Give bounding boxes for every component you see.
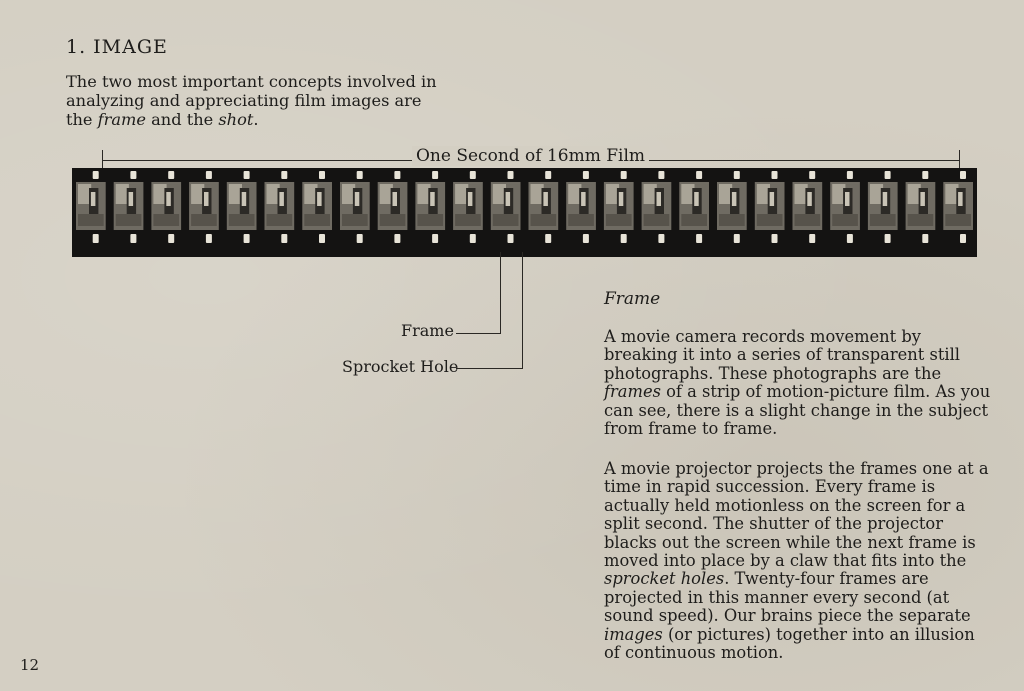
page-number: 12 xyxy=(20,656,40,674)
sprocket-hole xyxy=(281,171,287,179)
frame-ground xyxy=(945,214,971,226)
frame-detail xyxy=(920,192,925,206)
sprocket-hole xyxy=(583,171,589,179)
frame-detail xyxy=(958,192,963,206)
sprocket-hole xyxy=(809,171,815,179)
film-strip xyxy=(72,168,977,257)
frame-detail xyxy=(694,192,699,206)
frame-ground xyxy=(681,214,707,226)
frame-ground xyxy=(380,214,406,226)
sprocket-leader-line xyxy=(456,368,523,369)
measure-right-tick xyxy=(959,150,960,170)
frame-ground xyxy=(719,214,745,226)
frame-ground xyxy=(568,214,594,226)
frame-detail xyxy=(430,192,435,206)
p2-term-images: images xyxy=(604,624,663,644)
sprocket-hole xyxy=(470,234,476,243)
sprocket-hole xyxy=(734,234,740,243)
frame-ground xyxy=(531,214,557,226)
sprocket-hole xyxy=(545,171,551,179)
sprocket-hole xyxy=(470,171,476,179)
sprocket-hole xyxy=(885,171,891,179)
sprocket-hole xyxy=(206,171,212,179)
frame-ground xyxy=(795,214,821,226)
sprocket-hole xyxy=(93,234,99,243)
frame-ground xyxy=(78,214,104,226)
frame-ground xyxy=(153,214,179,226)
sprocket-hole xyxy=(244,171,250,179)
frame-detail xyxy=(355,192,360,206)
intro-text-a: The two most important concepts involved in analyzing and appreciating film images are the xyxy=(66,72,437,129)
frame-ground xyxy=(304,214,330,226)
sprocket-hole-label: Sprocket Hole xyxy=(342,357,459,376)
sprocket-hole xyxy=(319,234,325,243)
frame-detail xyxy=(468,192,473,206)
p1-term-frames: frames xyxy=(604,382,661,402)
p2-term-sprocket-holes: sprocket holes xyxy=(604,569,725,589)
frame-detail xyxy=(129,192,134,206)
sprocket-hole xyxy=(244,234,250,243)
intro-text-c: . xyxy=(253,110,259,129)
intro-term-shot: shot xyxy=(218,110,254,129)
sprocket-hole xyxy=(922,234,928,243)
paragraph-frames xyxy=(604,328,994,438)
sprocket-pointer-line xyxy=(522,252,523,369)
sprocket-hole xyxy=(885,234,891,243)
sprocket-hole xyxy=(130,171,136,179)
frame-detail xyxy=(317,192,322,206)
frame-detail xyxy=(506,192,511,206)
measure-label: One Second of 16mm Film xyxy=(412,146,649,166)
sprocket-hole xyxy=(658,234,664,243)
sprocket-hole xyxy=(394,171,400,179)
frame-ground xyxy=(116,214,142,226)
frame-ground xyxy=(870,214,896,226)
sprocket-hole xyxy=(130,234,136,243)
p2-text-b: . Twenty-four frames are projected in this manner every second (at sound speed). Our brains piece the separate xyxy=(604,569,971,626)
frame-ground xyxy=(417,214,443,226)
frame-pointer-line xyxy=(500,252,501,334)
frame-ground xyxy=(267,214,293,226)
intro-text-b: and the xyxy=(145,110,219,129)
p2-text-c: (or pictures) together into an illusion of continuous motion. xyxy=(604,624,975,663)
sprocket-hole xyxy=(168,234,174,243)
frame-detail xyxy=(732,192,737,206)
sprocket-hole xyxy=(394,234,400,243)
frame-detail xyxy=(279,192,284,206)
sprocket-hole xyxy=(621,234,627,243)
frame-label: Frame xyxy=(401,321,454,340)
sprocket-hole xyxy=(357,171,363,179)
p1-text-b: of a strip of motion-picture film. As you can see, there is a slight change in the subject from frame to frame. xyxy=(604,382,991,439)
sprocket-hole xyxy=(93,171,99,179)
frame-ground xyxy=(191,214,217,226)
sprocket-hole xyxy=(432,171,438,179)
frame-ground xyxy=(229,214,255,226)
chapter-title: 1. IMAGE xyxy=(66,36,168,58)
frame-ground xyxy=(455,214,481,226)
frame-detail xyxy=(657,192,662,206)
sprocket-hole xyxy=(696,171,702,179)
frame-ground xyxy=(342,214,368,226)
sprocket-hole xyxy=(583,234,589,243)
frame-ground xyxy=(757,214,783,226)
frame-detail xyxy=(242,192,247,206)
sprocket-hole xyxy=(772,234,778,243)
sprocket-hole xyxy=(319,171,325,179)
sprocket-hole xyxy=(508,171,514,179)
frame-detail xyxy=(393,192,398,206)
frame-detail xyxy=(807,192,812,206)
frame-ground xyxy=(908,214,934,226)
sprocket-hole xyxy=(357,234,363,243)
p2-text-a: A movie projector projects the frames one at a time in rapid succession. Every frame is actually held motionless on the screen for a split second. The shutter of the projector blacks out the screen while the next frame is moved into place by a claw that fits into the xyxy=(604,459,989,571)
frame-detail xyxy=(91,192,96,206)
frame-ground xyxy=(832,214,858,226)
frame-detail xyxy=(581,192,586,206)
sprocket-hole xyxy=(545,234,551,243)
sprocket-hole xyxy=(734,171,740,179)
intro-term-frame: frame xyxy=(97,110,146,129)
sprocket-hole xyxy=(847,171,853,179)
sprocket-hole xyxy=(168,171,174,179)
sprocket-hole xyxy=(281,234,287,243)
paragraph-projector xyxy=(604,460,994,662)
frame-leader-line xyxy=(456,333,501,334)
intro-paragraph xyxy=(66,72,446,129)
frame-detail xyxy=(543,192,548,206)
sprocket-hole xyxy=(922,171,928,179)
frame-detail xyxy=(845,192,850,206)
section-heading: Frame xyxy=(604,289,661,309)
sprocket-hole xyxy=(847,234,853,243)
frame-ground xyxy=(606,214,632,226)
sprocket-hole xyxy=(658,171,664,179)
frame-detail xyxy=(204,192,209,206)
sprocket-hole xyxy=(696,234,702,243)
frame-ground xyxy=(493,214,519,226)
sprocket-hole xyxy=(508,234,514,243)
sprocket-hole xyxy=(960,234,966,243)
frame-detail xyxy=(770,192,775,206)
sprocket-hole xyxy=(809,234,815,243)
frame-ground xyxy=(644,214,670,226)
sprocket-hole xyxy=(621,171,627,179)
sprocket-hole xyxy=(432,234,438,243)
sprocket-hole xyxy=(772,171,778,179)
frame-detail xyxy=(883,192,888,206)
p1-text-a: A movie camera records movement by breaking it into a series of transparent still photographs. These photographs are the xyxy=(604,327,961,383)
frame-detail xyxy=(619,192,624,206)
sprocket-hole xyxy=(206,234,212,243)
frame-detail xyxy=(166,192,171,206)
sprocket-hole xyxy=(960,171,966,179)
